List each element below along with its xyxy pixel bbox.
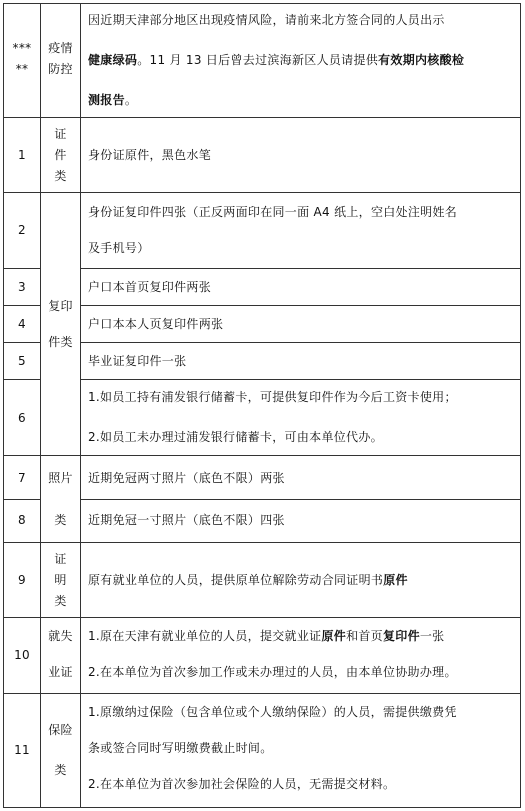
row-number: 11 xyxy=(14,743,30,757)
row-text: 1.原在天津有就业单位的人员，提交就业证原件和首页复印件一张 xyxy=(88,629,445,643)
epidemic-line-2: 健康绿码。11 月 13 日后曾去过滨海新区人员请提供有效期内核酸检 xyxy=(88,53,465,67)
row-text: 2.在本单位为首次参加工作或未办理过的人员，由本单位协助办理。 xyxy=(88,665,457,679)
category-copies-2: 件类 xyxy=(48,335,73,349)
row-text: 毕业证复印件一张 xyxy=(88,354,187,368)
row-text: 近期免冠一寸照片（底色不限）四张 xyxy=(88,513,285,527)
row-number: 9 xyxy=(18,573,26,587)
row-number: 1 xyxy=(18,148,26,162)
row-number-star1: *** xyxy=(12,41,32,55)
row-number: 7 xyxy=(18,471,26,485)
row-text: 1.原缴纳过保险（包含单位或个人缴纳保险）的人员，需提供缴费凭 xyxy=(88,705,457,719)
row-text: 条或签合同时写明缴费截止时间。 xyxy=(88,741,273,755)
epidemic-line-1: 因近期天津部分地区出现疫情风险，请前来北方签合同的人员出示 xyxy=(88,13,445,27)
row-text: 近期免冠两寸照片（底色不限）两张 xyxy=(88,471,285,485)
row-number: 3 xyxy=(18,280,26,294)
category-insurance-1: 保险 xyxy=(48,723,73,737)
category-proof-3: 类 xyxy=(54,594,67,608)
category-photo-1: 照片 xyxy=(48,471,73,485)
row-text: 2.在本单位为首次参加社会保险的人员，无需提交材料。 xyxy=(88,777,396,791)
row-text: 2.如员工未办理过浦发银行储蓄卡，可由本单位代办。 xyxy=(88,430,383,444)
category-employment-1: 就失 xyxy=(48,629,73,643)
category-employment-2: 业证 xyxy=(48,665,73,679)
row-number: 10 xyxy=(14,648,30,662)
row-text: 原有就业单位的人员，提供原单位解除劳动合同证明书原件 xyxy=(88,573,408,587)
row-text: 户口本本人页复印件两张 xyxy=(88,317,224,331)
category-proof-1: 证 xyxy=(54,552,67,566)
category-epidemic-2: 防控 xyxy=(48,62,73,76)
category-id-2: 件 xyxy=(54,148,67,162)
category-proof-2: 明 xyxy=(54,573,67,587)
row-number: 6 xyxy=(18,411,26,425)
row-text: 及手机号） xyxy=(88,241,150,255)
row-number: 8 xyxy=(18,513,26,527)
row-number: 5 xyxy=(18,354,26,368)
row-number: 4 xyxy=(18,317,26,331)
row-number-star2: ** xyxy=(15,62,29,76)
category-id-1: 证 xyxy=(54,127,67,141)
epidemic-line-3: 测报告。 xyxy=(88,93,138,107)
category-epidemic-1: 疫情 xyxy=(48,41,73,55)
row-text: 身份证复印件四张（正反两面印在同一面 A4 纸上，空白处注明姓名 xyxy=(88,205,458,219)
category-id-3: 类 xyxy=(54,169,67,183)
category-insurance-2: 类 xyxy=(54,763,67,777)
row-text: 身份证原件，黑色水笔 xyxy=(88,148,212,162)
category-copies-1: 复印 xyxy=(48,299,73,313)
row-text: 户口本首页复印件两张 xyxy=(88,280,212,294)
row-number: 2 xyxy=(18,223,26,237)
row-text: 1.如员工持有浦发银行储蓄卡，可提供复印件作为今后工资卡使用； xyxy=(88,390,457,404)
category-photo-2: 类 xyxy=(54,513,67,527)
